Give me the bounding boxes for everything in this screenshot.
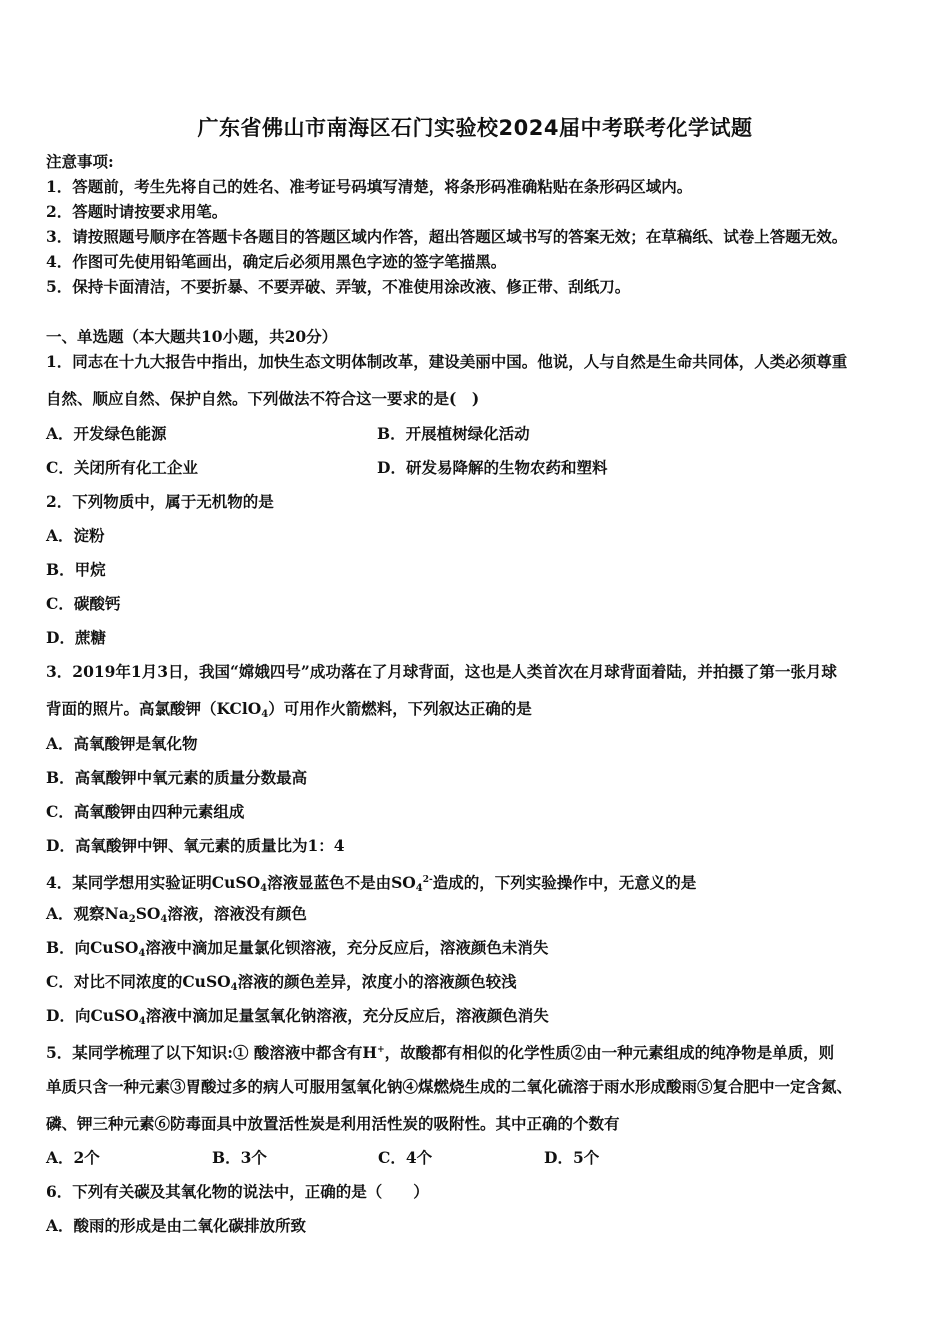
question-3-option-b: B．高氧酸钾中氧元素的质量分数最高 [46,768,308,787]
question-2-option-a: A．淀粉 [46,526,105,545]
notice-item: 1．答题前，考生先将自己的姓名、准考证号码填写清楚，将条形码准确粘贴在条形码区域内。 [46,177,693,196]
question-5-option-a: A．2个 [46,1148,100,1167]
question-3-option-c: C．高氧酸钾由四种元素组成 [46,802,245,821]
question-1-stem: 1．同志在十九大报告中指出，加快生态文明体制改革，建设美丽中国。他说，人与自然是生命共同体，人类必须尊重 [46,352,848,371]
question-5-option-d: D．5个 [544,1148,600,1167]
question-5-stem-cont: 单质只含一种元素③胃酸过多的病人可服用氢氧化钠④煤燃烧生成的二氧化硫溶于雨水形成酸雨⑤复合肥中一定含氮、 [46,1077,853,1096]
notice-heading: 注意事项: [46,152,114,171]
question-2-option-d: D．蔗糖 [46,628,106,647]
question-4-option-b: B．向CuSO$_4$溶液中滴加足量氯化钡溶液，充分反应后，溶液颜色未消失 [46,938,549,959]
question-4-option-d: D．向CuSO$_4$溶液中滴加足量氢氧化钠溶液，充分反应后，溶液颜色消失 [46,1006,549,1027]
question-4-option-a: A．观察$Na_2SO_4$溶液，溶液没有颜色 [46,904,307,925]
question-3-option-d: D．高氧酸钾中钾、氧元素的质量比为1：4 [46,836,345,855]
page-title: 广东省佛山市南海区石门实验校2024届中考联考化学试题 [197,116,753,140]
question-5-options [46,1148,710,1168]
question-5-stem-cont: 磷、钾三种元素⑥防毒面具中放置活性炭是利用活性炭的吸附性。其中正确的个数有 [46,1114,620,1133]
question-1-option-a: A．开发绿色能源 [46,424,167,443]
question-1-stem-cont: 自然、顺应自然、保护自然。下列做法不符合这一要求的是( ) [46,389,480,408]
question-3-stem-cont: 背面的照片。高氯酸钾（KClO$_4$）可用作火箭燃料，下列叙达正确的是 [46,699,532,720]
question-6-stem: 6．下列有关碳及其氧化物的说法中，正确的是（ ） [46,1182,429,1201]
question-1-option-b: B．开展植树绿化活动 [377,424,530,443]
question-4-stem: 4．某同学想用实验证明CuSO$_4$溶液显蓝色不是由$SO_4^{2-}$造成的，下列实验操作中，无意义的是 [46,873,697,894]
question-4-option-c: C．对比不同浓度的CuSO$_4$溶液的颜色差异，浓度小的溶液颜色较浅 [46,972,517,993]
question-5-stem: 5．某同学梳理了以下知识:① 酸溶液中都含有H+，故酸都有相似的化学性质②由一种元素组成的纯净物是单质，则 [46,1043,835,1062]
question-6-option-a: A．酸雨的形成是由二氧化碳排放所致 [46,1216,307,1235]
section-heading: 一、单选题（本大题共10小题，共20分） [46,327,338,346]
question-5-option-c: C．4个 [378,1148,433,1167]
question-2-stem: 2．下列物质中，属于无机物的是 [46,492,274,511]
notice-item: 5．保持卡面清洁，不要折暴、不要弄破、弄皱，不准使用涂改液、修正带、刮纸刀。 [46,277,631,296]
notice-item: 2．答题时请按要求用笔。 [46,202,228,221]
question-2-option-b: B．甲烷 [46,560,106,579]
notice-item: 3．请按照题号顺序在答题卡各题目的答题区域内作答，超出答题区域书写的答案无效；在草稿纸、试卷上答题无效。 [46,227,848,246]
question-3-option-a: A．高氧酸钾是氧化物 [46,734,198,753]
question-5-option-b: B．3个 [212,1148,267,1167]
question-1-option-d: D．研发易降解的生物农药和塑料 [377,458,608,477]
question-1-option-c: C．关闭所有化工企业 [46,458,198,477]
notice-item: 4．作图可先使用铅笔画出，确定后必须用黑色字迹的签字笔描黑。 [46,252,507,271]
question-2-option-c: C．碳酸钙 [46,594,121,613]
question-3-stem: 3．2019年1月3日，我国“嫦娥四号”成功落在了月球背面，这也是人类首次在月球背面着陆，并拍摄了第一张月球 [46,662,837,681]
